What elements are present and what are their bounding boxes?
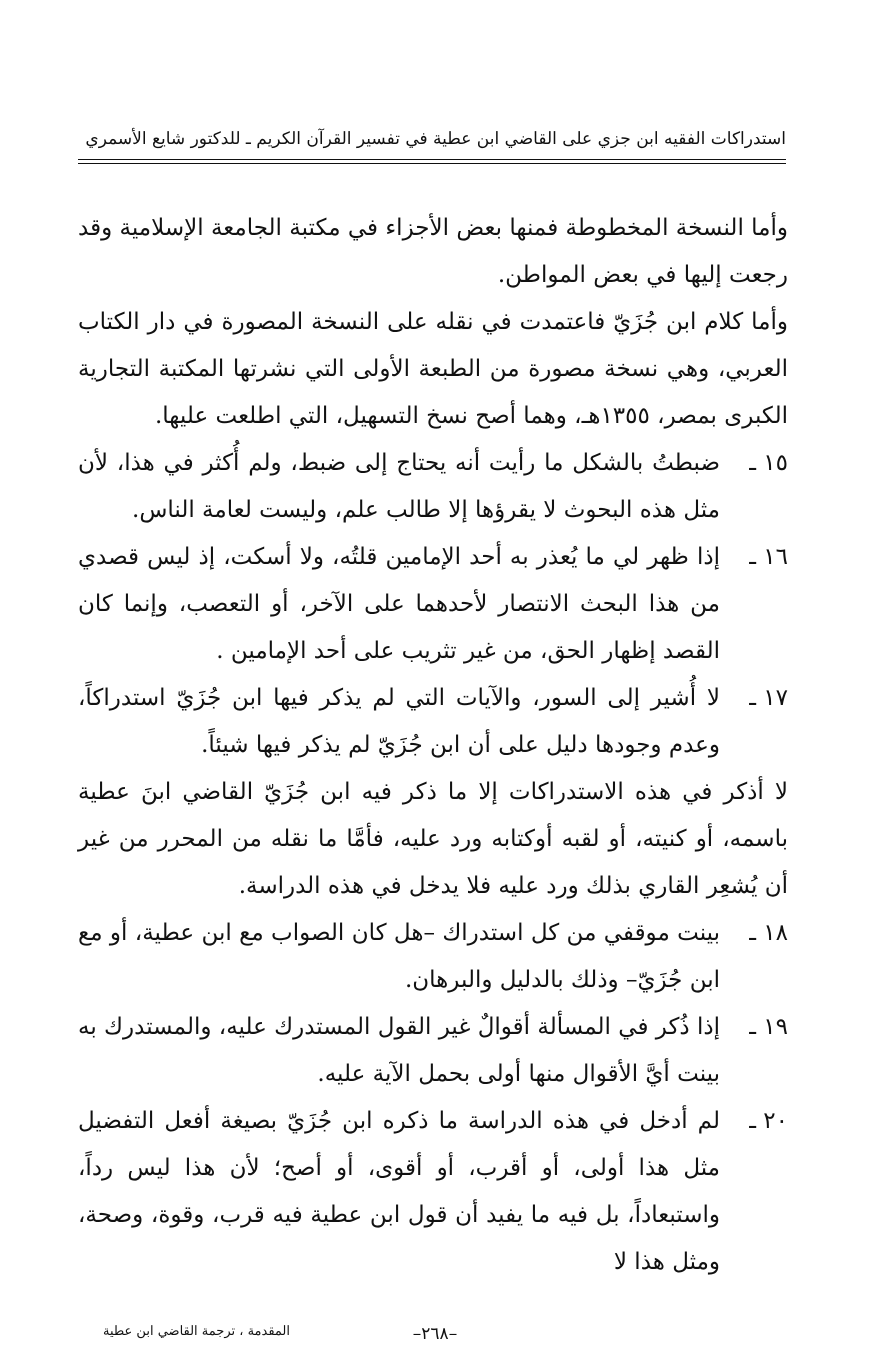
header-rule-bottom <box>78 163 786 164</box>
header-rule-top <box>78 159 786 160</box>
item-text: إذا ظهر لي ما يُعذر به أحد الإمامين قلتُه، ولا أسكت، إذ ليس قصدي من هذا البحث الانتصار لأحدهما على الآخر، أو التعصب، وإنما كان القصد إظهار الحق، من غير تثريب على أحد الإمامين . <box>78 544 720 664</box>
item-number: ١٨ ـ <box>749 920 788 946</box>
list-item <box>78 1098 788 1286</box>
main-text <box>78 205 788 1286</box>
item-number: ١٥ ـ <box>749 450 788 476</box>
item-number: ١٦ ـ <box>749 544 788 570</box>
item-number: ١٧ ـ <box>749 685 788 711</box>
running-header: استدراكات الفقيه ابن جزي على القاضي ابن عطية في تفسير القرآن الكريم ـ للدكتور شايع الأسمري <box>85 129 786 149</box>
list-item <box>78 440 788 534</box>
list-item <box>78 534 788 675</box>
list-item <box>78 910 788 1004</box>
footer-section-title: المقدمة ، ترجمة القاضي ابن عطية <box>102 1324 290 1339</box>
page-number: –٢٦٨– <box>412 1324 458 1344</box>
item-text: بينت موقفي من كل استدراك –هل كان الصواب مع ابن عطية، أو مع ابن جُزَيّ– وذلك بالدليل والبرهان. <box>78 920 720 993</box>
paragraph: وأما كلام ابن جُزَيّ فاعتمدت في نقله على النسخة المصورة في دار الكتاب العربي، وهي نسخة مصورة من الطبعة الأولى التي نشرتها المكتبة التجارية الكبرى بمصر، ١٣٥٥هـ، وهما أصح نسخ التسهيل، التي اطلعت عليها. <box>78 309 788 429</box>
item-number: ٢٠ ـ <box>749 1108 788 1134</box>
paragraph: وأما النسخة المخطوطة فمنها بعض الأجزاء في مكتبة الجامعة الإسلامية وقد رجعت إليها في بعض المواطن. <box>78 215 788 288</box>
list-item <box>78 675 788 769</box>
item-text: لم أدخل في هذه الدراسة ما ذكره ابن جُزَيّ بصيغة أفعل التفضيل مثل هذا أولى، أو أقرب، أو أقوى، أو أصح؛ لأن هذا ليس رداً، واستبعاداً، بل فيه ما يفيد أن قول ابن عطية فيه قرب، وقوة، وصحة، ومثل هذا لا <box>78 1108 720 1275</box>
list-item <box>78 1004 788 1098</box>
item-text: ضبطتُ بالشكل ما رأيت أنه يحتاج إلى ضبط، ولم أُكثر في هذا، لأن مثل هذه البحوث لا يقرؤها إلا طالب علم، وليست لعامة الناس. <box>78 450 720 523</box>
paragraph: لا أذكر في هذه الاستدراكات إلا ما ذكر فيه ابن جُزَيّ القاضي ابنَ عطية باسمه، أو كنيته، أو لقبه أوكتابه ورد عليه، فأمَّا ما نقله من المحرر من غير أن يُشعِر القاري بذلك ورد عليه فلا يدخل في هذه الدراسة. <box>78 779 788 899</box>
item-text: لا أُشير إلى السور، والآيات التي لم يذكر فيها ابن جُزَيّ استدراكاً، وعدم وجودها دليل على أن ابن جُزَيّ لم يذكر فيها شيئاً. <box>78 685 720 758</box>
item-number: ١٩ ـ <box>749 1014 788 1040</box>
item-text: إذا ذُكر في المسألة أقوالٌ غير القول المستدرك عليه، والمستدرك به بينت أيَّ الأقوال منها أولى بحمل الآية عليه. <box>78 1014 720 1087</box>
